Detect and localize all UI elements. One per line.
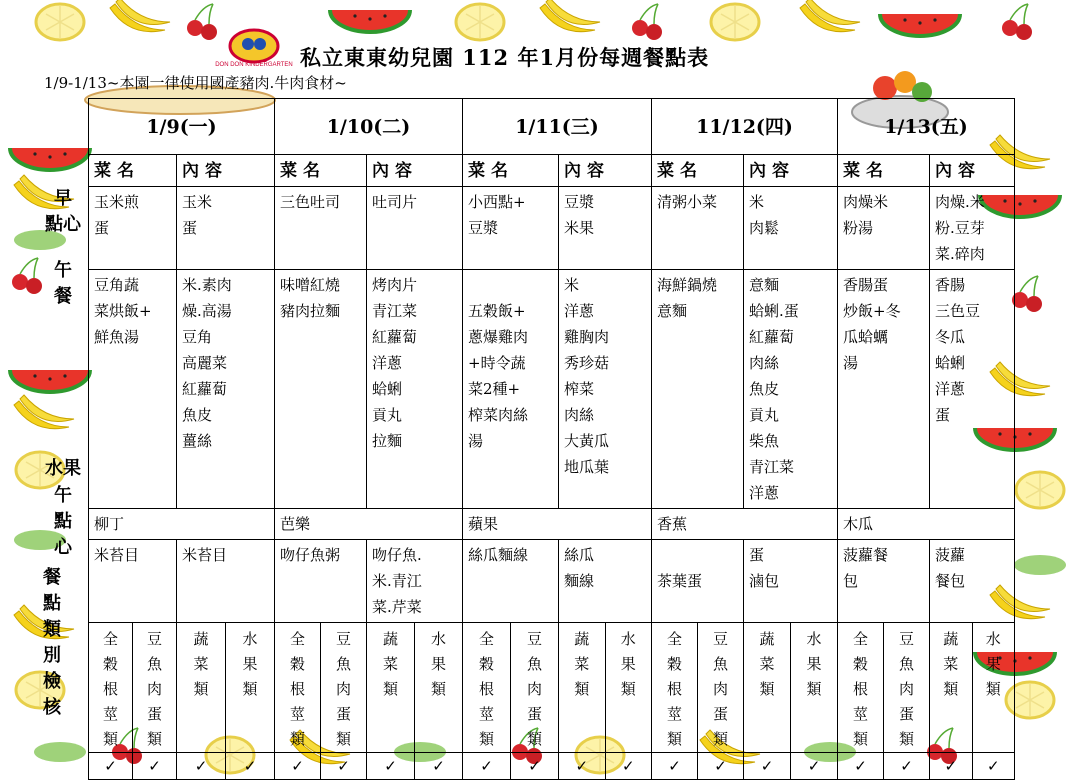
food-group-label: 水果類	[620, 630, 636, 698]
check-mark: ✓	[291, 757, 304, 775]
row-label-lunch: 午 餐	[54, 260, 72, 307]
breakfast-dish-name: 小西點+ 豆漿	[463, 187, 559, 270]
row-label-food-group: 餐點類別檢核	[43, 567, 61, 718]
column-header-dish-name: 菜名	[275, 155, 367, 187]
page-subtitle: 1/9-1/13~本園一律使用國產豬肉.牛肉食材~	[44, 74, 347, 92]
snack-dish-name: 茶葉蛋	[652, 540, 744, 623]
breakfast-content: 肉燥.米 粉.豆芽 菜.碎肉	[930, 187, 1015, 270]
day-date-header: 11/12(四)	[652, 99, 838, 155]
check-mark: ✓	[668, 757, 681, 775]
food-group-label: 蔬菜類	[574, 630, 590, 698]
food-group-cell	[275, 623, 367, 753]
snack-content: 蛋 滷包	[744, 540, 838, 623]
food-group-cell	[463, 623, 559, 753]
food-group-label: 全穀根莖類	[478, 630, 494, 748]
check-cell	[463, 753, 559, 780]
food-group-label: 豆魚肉蛋類	[898, 630, 914, 748]
logo-text: DON DON KINDERGARTEN	[215, 62, 293, 68]
check-cell	[367, 753, 463, 780]
day-date-header: 1/9(一)	[89, 99, 275, 155]
food-group-cell	[838, 623, 930, 753]
check-cell	[89, 753, 177, 780]
breakfast-content: 吐司片	[367, 187, 463, 270]
column-header-content: 內容	[744, 155, 838, 187]
lunch-content: 米 洋蔥 雞胸肉 秀珍菇 榨菜 肉絲 大黃瓜 地瓜葉	[559, 270, 652, 509]
page-title: 私立東東幼兒園 112 年1月份每週餐點表	[300, 45, 710, 70]
check-mark: ✓	[337, 757, 350, 775]
food-group-label: 水果類	[242, 630, 258, 698]
lunch-content: 米.素肉 燥.高湯 豆角 高麗菜 紅蘿蔔 魚皮 薑絲	[177, 270, 275, 509]
food-group-label: 豆魚肉蛋類	[526, 630, 542, 748]
lunch-dish-name: 味噌紅燒 豬肉拉麵	[275, 270, 367, 509]
check-mark: ✓	[944, 757, 958, 775]
breakfast-content: 玉米 蛋	[177, 187, 275, 270]
row-label-breakfast: 早 點心	[45, 188, 81, 235]
food-group-label: 水果類	[985, 630, 1001, 698]
food-group-label: 水果類	[430, 630, 446, 698]
food-group-label: 全穀根莖類	[289, 630, 305, 748]
column-header-content: 內容	[930, 155, 1015, 187]
breakfast-dish-name: 清粥小菜	[652, 187, 744, 270]
check-cell	[177, 753, 275, 780]
check-mark: ✓	[384, 757, 397, 775]
check-cell	[559, 753, 652, 780]
fruit-cell: 木瓜	[838, 509, 1015, 540]
lunch-dish-name: 海鮮鍋燒 意麵	[652, 270, 744, 509]
check-cell	[744, 753, 838, 780]
food-group-label: 豆魚肉蛋類	[712, 630, 728, 748]
lunch-content: 烤肉片 青江菜 紅蘿蔔 洋蔥 蛤蜊 貢丸 拉麵	[367, 270, 463, 509]
column-header-dish-name: 菜名	[89, 155, 177, 187]
day-date-header: 1/11(三)	[463, 99, 652, 155]
food-group-cell	[744, 623, 838, 753]
column-header-dish-name: 菜名	[652, 155, 744, 187]
food-group-label: 蔬菜類	[193, 630, 209, 698]
breakfast-dish-name: 三色吐司	[275, 187, 367, 270]
food-group-cell	[559, 623, 652, 753]
check-mark: ✓	[900, 757, 913, 775]
breakfast-content: 米 肉鬆	[744, 187, 838, 270]
snack-dish-name: 吻仔魚粥	[275, 540, 367, 623]
food-group-cell	[367, 623, 463, 753]
weekly-menu-table	[88, 98, 1015, 780]
day-date-header: 1/13(五)	[838, 99, 1015, 155]
check-mark: ✓	[194, 757, 208, 775]
fruit-cell: 香蕉	[652, 509, 838, 540]
check-mark: ✓	[621, 757, 635, 775]
column-header-content: 內容	[177, 155, 275, 187]
check-cell	[652, 753, 744, 780]
row-label-snack: 午 點 心	[54, 485, 72, 558]
check-mark: ✓	[480, 757, 493, 775]
check-mark: ✓	[807, 757, 821, 775]
snack-content: 吻仔魚. 米.青江 菜.芹菜	[367, 540, 463, 623]
check-mark: ✓	[986, 757, 1000, 775]
food-group-label: 水果類	[806, 630, 822, 698]
food-group-cell	[652, 623, 744, 753]
snack-dish-name: 米苔目	[89, 540, 177, 623]
snack-dish-name: 絲瓜麵線	[463, 540, 559, 623]
food-group-label: 蔬菜類	[382, 630, 398, 698]
lunch-content: 意麵 蛤蜊.蛋 紅蘿蔔 肉絲 魚皮 貢丸 柴魚 青江菜 洋蔥	[744, 270, 838, 509]
food-group-label: 蔬菜類	[759, 630, 775, 698]
food-group-cell	[177, 623, 275, 753]
column-header-content: 內容	[367, 155, 463, 187]
check-mark: ✓	[528, 757, 541, 775]
food-group-label: 全穀根莖類	[666, 630, 682, 748]
food-group-label: 豆魚肉蛋類	[335, 630, 351, 748]
snack-content: 絲瓜 麵線	[559, 540, 652, 623]
fruit-cell: 柳丁	[89, 509, 275, 540]
column-header-dish-name: 菜名	[838, 155, 930, 187]
check-cell	[275, 753, 367, 780]
food-group-cell	[930, 623, 1015, 753]
check-cell	[838, 753, 930, 780]
check-mark: ✓	[575, 757, 589, 775]
lunch-dish-name: 豆角蔬 菜烘飯+ 鮮魚湯	[89, 270, 177, 509]
fruit-cell: 蘋果	[463, 509, 652, 540]
check-mark: ✓	[760, 757, 774, 775]
column-header-content: 內容	[559, 155, 652, 187]
check-mark: ✓	[854, 757, 867, 775]
check-mark: ✓	[104, 757, 117, 775]
lunch-dish-name: 五穀飯+ 蔥爆雞肉 +時令蔬 菜2種+ 榨菜肉絲 湯	[463, 270, 559, 509]
food-group-label: 全穀根莖類	[852, 630, 868, 748]
check-mark: ✓	[432, 757, 445, 775]
breakfast-content: 豆漿 米果	[559, 187, 652, 270]
check-mark: ✓	[714, 757, 727, 775]
lunch-content: 香腸 三色豆 冬瓜 蛤蜊 洋蔥 蛋	[930, 270, 1015, 509]
food-group-label: 豆魚肉蛋類	[146, 630, 162, 748]
snack-content: 菠蘿 餐包	[930, 540, 1015, 623]
fruit-cell: 芭樂	[275, 509, 463, 540]
breakfast-dish-name: 肉燥米 粉湯	[838, 187, 930, 270]
food-group-label: 全穀根莖類	[102, 630, 118, 748]
row-label-fruit: 水果	[45, 458, 81, 479]
check-cell	[930, 753, 1015, 780]
school-logo	[214, 28, 294, 68]
breakfast-dish-name: 玉米煎 蛋	[89, 187, 177, 270]
food-group-label: 蔬菜類	[943, 630, 959, 698]
column-header-dish-name: 菜名	[463, 155, 559, 187]
check-mark: ✓	[148, 757, 161, 775]
snack-dish-name: 菠蘿餐 包	[838, 540, 930, 623]
check-mark: ✓	[243, 757, 257, 775]
lunch-dish-name: 香腸蛋 炒飯+冬 瓜蛤蠣 湯	[838, 270, 930, 509]
day-date-header: 1/10(二)	[275, 99, 463, 155]
food-group-cell	[89, 623, 177, 753]
snack-content: 米苔目	[177, 540, 275, 623]
